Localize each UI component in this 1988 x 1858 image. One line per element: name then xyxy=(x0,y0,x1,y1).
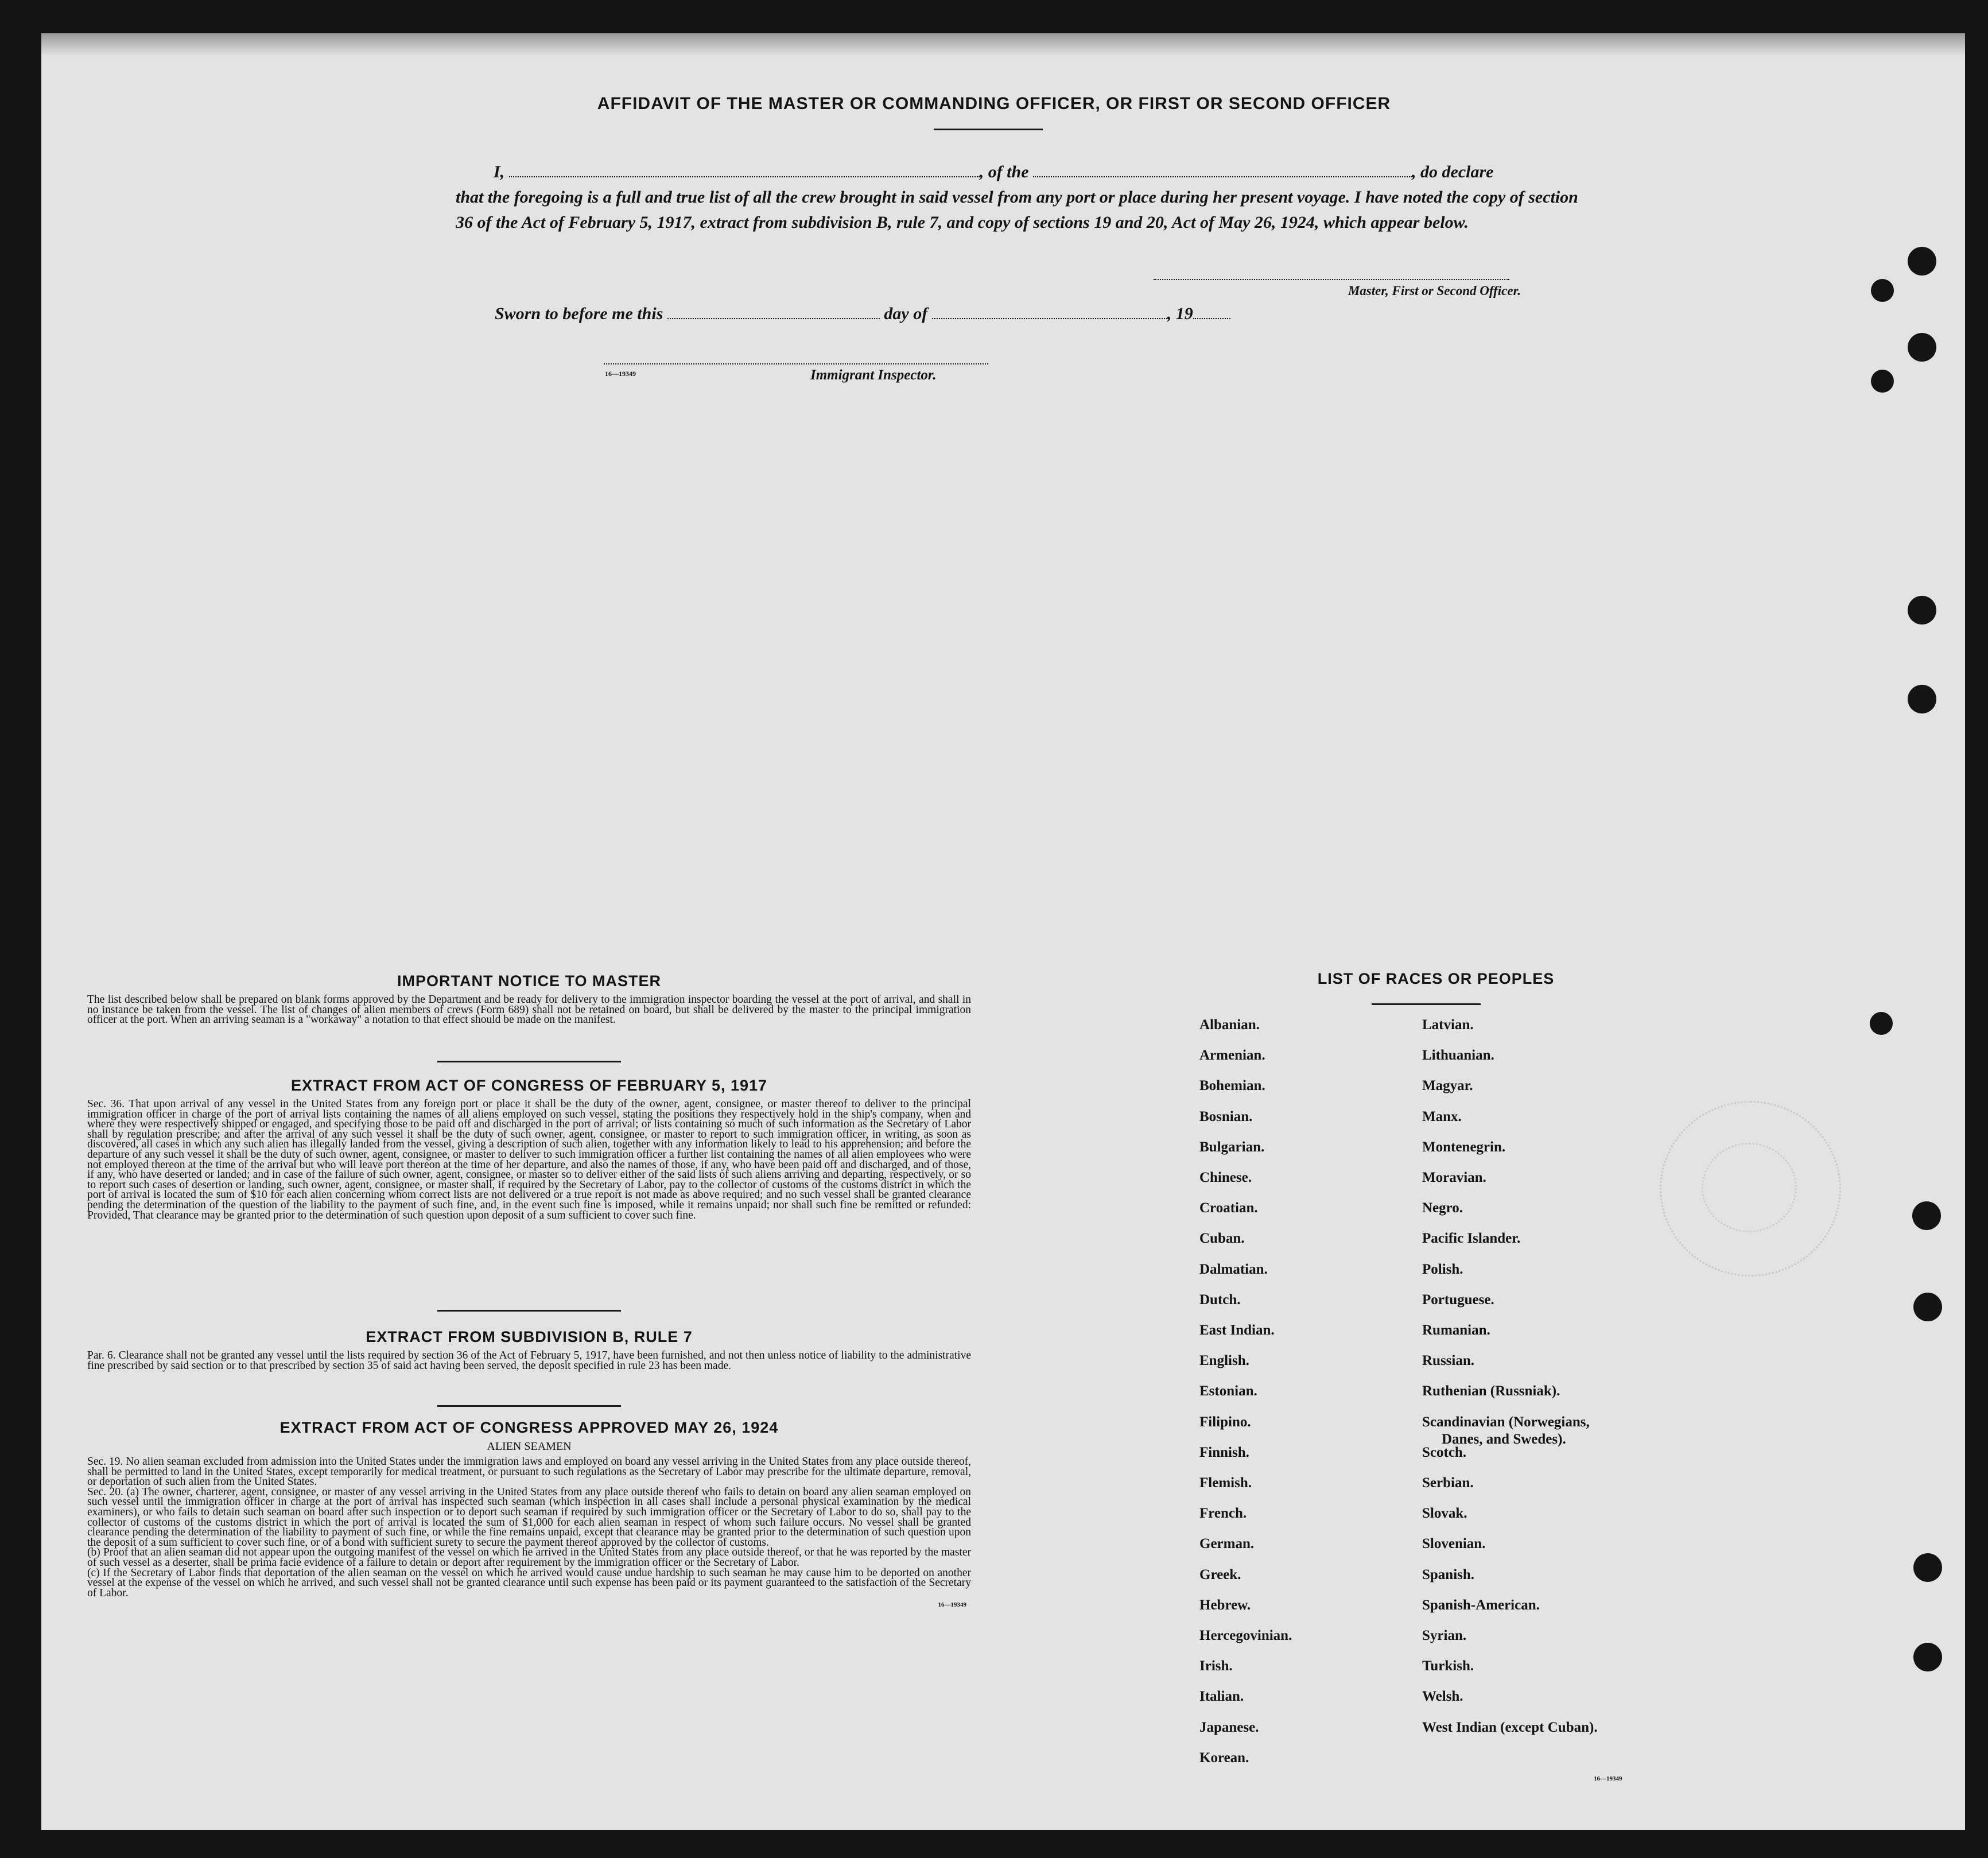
race-item: Bosnian. xyxy=(1199,1108,1253,1124)
race-item: Serbian. xyxy=(1422,1475,1474,1491)
affidavit-text xyxy=(456,160,1581,235)
extract-1924-sec20c: (c) If the Secretary of Labor finds that deportation of the alien seaman on the vessel on which he arrived would cause undue hardship to such seaman he may cause him to be deported on another vessel at the expense of the vessel on which he arrived, and such vessel shall not be granted clearance until such expense has been paid or its payment guaranteed to the satisfaction of the Secretary of Labor. xyxy=(87,1566,971,1599)
race-item: Dutch. xyxy=(1199,1291,1241,1308)
race-item: Portuguese. xyxy=(1422,1291,1494,1308)
race-item: Montenegrin. xyxy=(1422,1139,1506,1155)
race-item: Polish. xyxy=(1422,1261,1463,1277)
notice-section xyxy=(87,972,971,1025)
race-item: Danes, and Swedes). xyxy=(1442,1431,1566,1447)
affidavit-title: AFFIDAVIT OF THE MASTER OR COMMANDING OFFICER, OR FIRST OR SECOND OFFICER xyxy=(597,94,1391,113)
faint-seal-stamp xyxy=(1660,1101,1841,1277)
punch-hole xyxy=(1913,1553,1942,1582)
affidavit-of-the: , of the xyxy=(979,162,1029,181)
punch-hole xyxy=(1913,1643,1942,1671)
punch-hole xyxy=(1913,1293,1942,1321)
inspector-caption: Immigrant Inspector. xyxy=(810,367,937,383)
sworn-day-of: day of xyxy=(884,304,928,323)
race-item: Scandinavian (Norwegians, xyxy=(1422,1414,1590,1430)
race-item: Finnish. xyxy=(1199,1444,1249,1460)
extract-1924-sec19: Sec. 19. No alien seaman excluded from admission into the United States under the immigration laws and employed on board any vessel arriving in the United States from any place outside thereof, shall be permitted to land in the United States, except temporarily for medical treatment, or pursuant to such regulations as the Secretary of Labor may prescribe for the ultimate departure, removal, or deportation of such alien from the United States. xyxy=(87,1456,971,1488)
extract-1917-title: EXTRACT FROM ACT OF CONGRESS OF FEBRUARY 5, 1917 xyxy=(290,1077,768,1094)
punch-hole xyxy=(1908,596,1936,624)
race-item: West Indian (except Cuban). xyxy=(1422,1719,1598,1735)
sworn-year-prefix: , 19 xyxy=(1167,304,1193,323)
signature-caption: Master, First or Second Officer. xyxy=(1348,284,1521,298)
extract-rule7-section xyxy=(87,1328,971,1371)
sworn-day-blank[interactable] xyxy=(667,303,880,319)
affidavit-do-declare: , do declare xyxy=(1412,162,1494,181)
race-item: Magyar. xyxy=(1422,1078,1473,1094)
divider xyxy=(437,1405,621,1407)
sworn-prefix: Sworn to before me this xyxy=(495,304,663,323)
form-code: 16—19349 xyxy=(938,1601,966,1609)
race-item: Irish. xyxy=(1199,1658,1233,1674)
race-item: Moravian. xyxy=(1422,1170,1486,1185)
punch-hole xyxy=(1908,247,1936,276)
race-item: Lithuanian. xyxy=(1422,1048,1494,1064)
race-item: Rumanian. xyxy=(1422,1322,1490,1338)
race-item: Negro. xyxy=(1422,1200,1463,1216)
race-item: Filipino. xyxy=(1199,1414,1251,1430)
declaration-line xyxy=(456,160,1581,185)
race-item: Chinese. xyxy=(1199,1170,1252,1185)
punch-hole xyxy=(1871,370,1894,393)
race-item: Turkish. xyxy=(1422,1658,1474,1674)
extract-1924-section xyxy=(87,1419,971,1608)
extract-1917-text: Sec. 36. That upon arrival of any vessel in the United States from any foreign port or place it shall be the duty of the owner, agent, consignee, or master thereof to deliver to the principal immigration officer in charge of the port of arrival lists containing the names of all aliens employed on such vessel, stating the positions they respectively hold in the ship's company, when and where they were respectively shipped or engaged, and specifying those to be paid off and discharged in the port of arrival; or lists containing so much of such information as the Secretary of Labor shall by regulation prescribe; and after the arrival of any such vessel it shall be the duty of such owner, agent, consignee, or master to report to such immigration officer, in writing, as soon as discovered, all cases in which any such alien has illegally landed from the vessel, giving a description of such alien, together with any information likely to lead to his apprehension; and before the departure of any such vessel it shall be the duty of such owner, agent, consignee, or master to deliver to such immigration officer a further list containing the names of all alien employees who were not employed thereon at the time of the arrival but who will leave port thereon at the time of her departure, and also the names of those, if any, who have been paid off and discharged, and of those, if any, who have deserted or landed; and in case of the failure of such owner, agent, consignee, or master so to deliver either of the said lists of such aliens arriving and departing, respectively, or so to report such cases of desertion or landing, such owner, agent, consignee, or master shall, if required by the Secretary of Labor, pay to the collector of customs of the customs district in which the port of arrival is located the sum of $10 for each alien concerning whom correct lists are not delivered or a true report is not made as above required; and no such vessel shall be granted clearance pending the determination of the question of the liability to the payment of such fine, and, in the event such fine is imposed, while it remains unpaid; nor shall such fine be remitted or refunded: Provided, That clearance may be granted prior to the determination of such question upon deposit of a sum sufficient to cover such fine. xyxy=(87,1098,971,1221)
punch-hole xyxy=(1871,279,1894,302)
race-item: Bohemian. xyxy=(1199,1078,1265,1094)
race-item: Russian. xyxy=(1422,1353,1475,1369)
race-item: English. xyxy=(1199,1353,1249,1369)
race-item: Spanish-American. xyxy=(1422,1597,1540,1613)
race-item: Welsh. xyxy=(1422,1689,1463,1705)
race-item: Manx. xyxy=(1422,1108,1462,1124)
race-item: Syrian. xyxy=(1422,1628,1467,1643)
race-item: Latvian. xyxy=(1422,1017,1474,1033)
extract-1924-subtitle: ALIEN SEAMEN xyxy=(487,1440,572,1453)
divider xyxy=(437,1310,621,1312)
notice-text: The list described below shall be prepared on blank forms approved by the Department and be ready for delivery to the immigration inspector boarding the vessel at the port of arrival, and shall in no instance be taken from the vessel. The list of changes of alien members of crews (Form 689) shall not be retained on board, but shall be delivered by the master to the principal immigration officer at the port. When an arriving seaman is a "workaway" a notation to that effect should be made on the manifest. xyxy=(87,994,971,1026)
punch-hole xyxy=(1908,333,1936,362)
affidavit-i: I, xyxy=(494,162,505,181)
notice-title: IMPORTANT NOTICE TO MASTER xyxy=(397,972,661,990)
race-item: Japanese. xyxy=(1199,1719,1259,1735)
punch-hole xyxy=(1912,1201,1941,1230)
race-item: Ruthenian (Russniak). xyxy=(1422,1383,1560,1399)
race-item: Cuban. xyxy=(1199,1231,1245,1247)
race-item: Slovenian. xyxy=(1422,1536,1486,1552)
race-item: Korean. xyxy=(1199,1750,1249,1766)
extract-rule7-text: Par. 6. Clearance shall not be granted any vessel until the lists required by section 36 of the Act of February 5, 1917, have been furnished, and not then unless notice of liability to the administrative fine prescribed by said section or to that prescribed by section 35 of said act having been served, the deposit specified in rule 23 has been made. xyxy=(87,1349,971,1372)
scan-shadow xyxy=(41,33,1965,56)
race-item: Flemish. xyxy=(1199,1475,1252,1491)
race-item: Hebrew. xyxy=(1199,1597,1251,1613)
race-item: Spanish. xyxy=(1422,1566,1475,1582)
race-item: Croatian. xyxy=(1199,1200,1258,1216)
race-item: Italian. xyxy=(1199,1689,1244,1705)
affidavit-body-text: that the foregoing is a full and true list of all the crew brought in said vessel from any port or place during her present voyage. I have noted the copy of section 36 of the Act of February 5, 1917, extract from subdivision B, rule 7, and copy of sections 19 and 20, Act of May 26, 1924, which appear below. xyxy=(456,188,1578,232)
divider xyxy=(1372,1003,1481,1005)
sworn-line xyxy=(495,303,1356,324)
extract-1917-section xyxy=(87,1077,971,1220)
form-sheet xyxy=(41,33,1965,1830)
extract-rule7-title: EXTRACT FROM SUBDIVISION B, RULE 7 xyxy=(366,1328,693,1345)
race-item: German. xyxy=(1199,1536,1255,1552)
sworn-month-blank[interactable] xyxy=(932,303,1167,319)
divider xyxy=(934,129,1043,130)
race-item: Greek. xyxy=(1199,1566,1241,1582)
race-item: Bulgarian. xyxy=(1199,1139,1265,1155)
race-item: Armenian. xyxy=(1199,1048,1265,1064)
race-item: Hercegovinian. xyxy=(1199,1628,1292,1643)
punch-hole xyxy=(1908,685,1936,713)
race-item: Estonian. xyxy=(1199,1383,1257,1399)
vessel-blank[interactable] xyxy=(1033,161,1412,177)
race-item: Albanian. xyxy=(1199,1017,1260,1033)
form-code: 16—19349 xyxy=(1594,1775,1622,1782)
form-code: 16—19349 xyxy=(605,370,636,378)
punch-hole xyxy=(1870,1012,1893,1035)
name-blank[interactable] xyxy=(509,161,980,177)
race-item: French. xyxy=(1199,1506,1247,1522)
race-item: Scotch. xyxy=(1422,1444,1467,1460)
race-item: Dalmatian. xyxy=(1199,1261,1268,1277)
inspector-signature-line[interactable] xyxy=(604,363,988,364)
signature-line[interactable] xyxy=(1154,279,1509,280)
divider xyxy=(437,1061,621,1062)
race-item: Pacific Islander. xyxy=(1422,1231,1521,1247)
race-item: East Indian. xyxy=(1199,1322,1275,1338)
extract-1924-sec20b: (b) Proof that an alien seaman did not appear upon the outgoing manifest of the vessel on which he arrived in the United States from any place outside thereof, or that he was reported by the master of such vessel as a deserter, shall be prima facie evidence of a failure to detain or deport after requirement by the immigration officer or the Secretary of Labor. xyxy=(87,1546,971,1569)
extract-1924-title: EXTRACT FROM ACT OF CONGRESS APPROVED MAY 26, 1924 xyxy=(279,1419,779,1436)
sworn-year-blank[interactable] xyxy=(1193,303,1230,319)
race-item: Slovak. xyxy=(1422,1506,1467,1522)
extract-1924-sec20a: Sec. 20. (a) The owner, charterer, agent, consignee, or master of any vessel arriving in the United States from any place outside thereof who fails to detain on board any alien seaman employed on such vessel until the immigration officer in charge at the port of arrival has inspected such seaman (which inspection in all cases shall include a personal physical examination by the medical examiners), or who fails to detain such seaman on board after such inspection or to deport such seaman if required by such immigration officer or the Secretary of Labor to do so, shall pay to the collector of customs of the customs district in which the port of arrival is located the sum of $1,000 for each alien seaman in respect of whom such failure occurs. No vessel shall be granted clearance pending the determination of the liability to payment of such fine, or while the fine remains unpaid, except that clearance may be granted prior to the determination of such question upon the deposit of a sum sufficient to cover such fine, or of a bond with sufficient surety to secure the payment thereof approved by the collector of customs. xyxy=(87,1485,971,1549)
races-title: LIST OF RACES OR PEOPLES xyxy=(1317,970,1555,987)
